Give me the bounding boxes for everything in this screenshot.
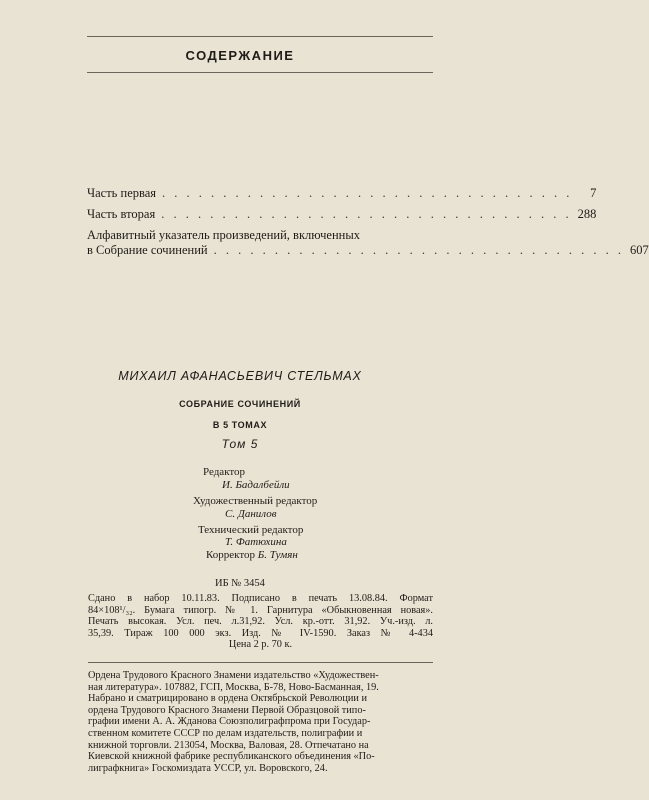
volume-number: Том 5 [221,437,259,451]
toc-entry-continuation [87,243,649,258]
top-rule [87,36,433,37]
publisher-line: ственном комитете СССР по делам издательств, полиграфии и [88,727,363,739]
price: Цена 2 р. 70 к. [228,639,293,650]
publisher-line: Ордена Трудового Красного Знамени издательство «Художествен- [88,670,379,681]
art-editor-role: Художественный редактор [193,495,318,507]
publisher-details [88,670,433,774]
publisher-line: лиграфкнига» Госкомиздата УССР, ул. Воровского, 24. [88,762,328,774]
publisher-line: Набрано и сматрицировано в ордена Октябрьской Революции и [88,693,367,705]
editor-role: Редактор [203,466,246,478]
publisher-line: графии имени А. А. Жданова Союзполиграфпрома при Государ- [88,716,371,728]
toc-entry-page: 7 [590,186,597,200]
volumes-count: В 5 ТОМАХ [212,420,268,430]
proofreader-name: Б. Тумян [257,549,298,561]
tech-editor-name: Т. Фатюхина [225,536,287,548]
toc-entry [87,228,649,258]
imprint-divider [88,662,433,663]
printing-line: Печать высокая. Усл. печ. л.31,92. Усл. кр.-отт. 31,92. Уч.-изд. л. [88,616,433,627]
toc-entry-label-cont: в Собрание сочинений [87,243,208,257]
toc-entry-page: 607 [629,243,649,257]
printing-line: 84×108¹/₃₂. Бумага типогр. № 1. Гарнитура «Обыкновенная новая». [88,604,433,616]
toc-entry-label: Алфавитный указатель произведений, включенных [87,228,360,242]
toc-leader-dots: . . . . . . . . . . . . . . . . . . . . . . . . . . . . . . . . . . [161,207,572,221]
collected-works-title: СОБРАНИЕ СОЧИНЕНИЙ [179,399,301,409]
proofreader-line [206,549,298,562]
publisher-line: ная литература». 107882, ГСП, Москва, Б-78, Ново-Басманная, 19. [88,681,379,693]
publisher-line: Киевской книжной фабрике республиканского объединения «По- [88,751,375,763]
toc-entry [87,186,597,201]
toc-entry [87,207,597,222]
proofreader-role: Корректор [206,549,256,561]
author-name: МИХАИЛ АФАНАСЬЕВИЧ СТЕЛЬМАХ [118,369,362,383]
publisher-line: ордена Трудового Красного Знамени Первой Образцовой типо- [88,704,366,716]
publisher-line: книжной торговли. 213054, Москва, Валовая, 28. Отпечатано на [88,739,369,751]
table-of-contents [87,186,649,264]
toc-leader-dots: . . . . . . . . . . . . . . . . . . . . . . . . . . . . . . . . . . [162,186,573,200]
printing-line: 35,39. Тираж 100 000 экз. Изд. № IV-1590. Заказ № 4-434 [88,627,433,639]
toc-entry-label: Часть вторая [87,207,156,221]
imprint-id: ИБ № 3454 [215,578,265,589]
contents-heading: СОДЕРЖАНИЕ [185,48,295,63]
editor-name: И. Бадалбейли [222,479,290,491]
tech-editor-role: Технический редактор [198,524,304,536]
printing-details [88,593,433,651]
toc-leader-dots: . . . . . . . . . . . . . . . . . . . . . . . . . . . . . . . . . . [213,243,624,257]
printing-line: Сдано в набор 10.11.83. Подписано в печать 13.08.84. Формат [88,593,433,604]
heading-rule [87,72,433,73]
toc-entry-page: 288 [577,207,597,221]
toc-entry-label: Часть первая [87,186,157,200]
art-editor-name: С. Данилов [225,508,277,520]
